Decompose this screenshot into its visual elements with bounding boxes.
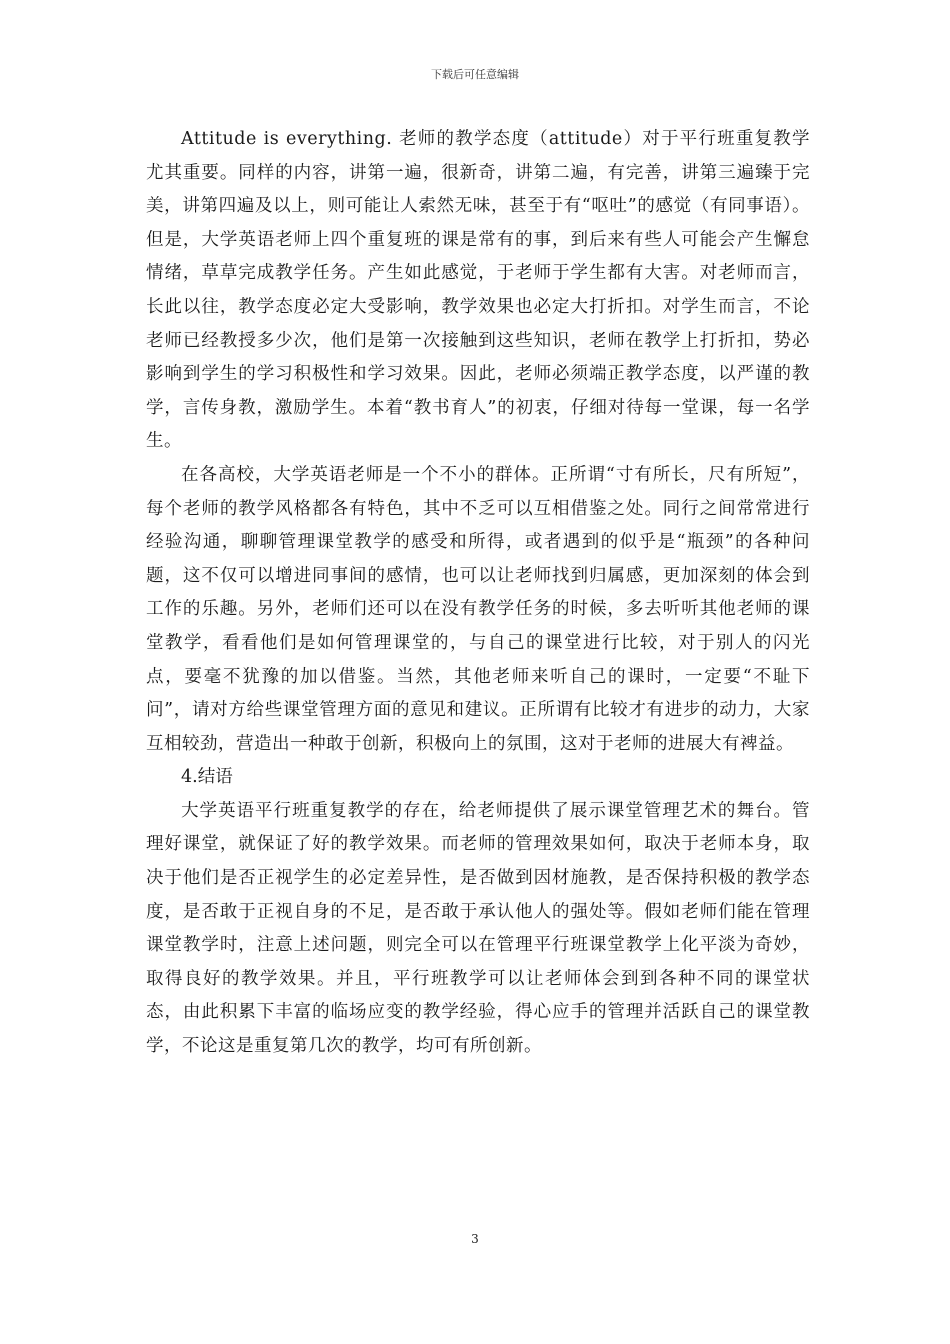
page-header: 下载后可任意编辑	[431, 68, 519, 81]
section-heading-conclusion: 4.结语	[181, 767, 233, 788]
document-body	[146, 123, 810, 1064]
paragraph-conclusion: 大学英语平行班重复教学的存在，给老师提供了展示课堂管理艺术的舞台。管理好课堂，就保证了好的教学效果。而老师的管理效果如何，取决于老师本身，取决于他们是否正视学生的必定差异性，是否做到因材施教，是否保持积极的教学态度，是否敢于正视自身的不足，是否敢于承认他人的强处等。假如老师们能在管理课堂教学时，注意上述问题，则完全可以在管理平行班课堂教学上化平淡为奇妙，取得良好的教学效果。并且，平行班教学可以让老师体会到到各种不同的课堂状态，由此积累下丰富的临场应变的教学经验，得心应手的管理并活跃自己的课堂教学，不论这是重复第几次的教学，均可有所创新。	[146, 800, 810, 1057]
paragraph-peer-learning: 在各高校，大学英语老师是一个不小的群体。正所谓“寸有所长，尺有所短”，每个老师的教学风格都各有特色，其中不乏可以互相借鉴之处。同行之间常常进行经验沟通，聊聊管理课堂教学的感受和所得，或者遇到的似乎是“瓶颈”的各种问题，这不仅可以增进同事间的感情，也可以让老师找到归属感，更加深刻的体会到工作的乐趣。另外，老师们还可以在没有教学任务的时候，多去听听其他老师的课堂教学，看看他们是如何管理课堂的，与自己的课堂进行比较，对于别人的闪光点，要毫不犹豫的加以借鉴。当然，其他老师来听自己的课时，一定要“不耻下问”，请对方给些课堂管理方面的意见和建议。正所谓有比较才有进步的动力，大家互相较劲，营造出一种敢于创新，积极向上的氛围，这对于老师的进展大有裨益。	[146, 464, 810, 754]
page-number: 3	[471, 1232, 479, 1246]
paragraph-attitude: Attitude is everything. 老师的教学态度（attitude）对于平行班重复教学尤其重要。同样的内容，讲第一遍，很新奇，讲第二遍，有完善，讲第三遍臻于完美，讲第四遍及以上，则可能让人索然无味，甚至于有“呕吐”的感觉（有同事语）。但是，大学英语老师上四个重复班的课是常有的事，到后来有些人可能会产生懈怠情绪，草草完成教学任务。产生如此感觉，于老师于学生都有大害。对老师而言，长此以往，教学态度必定大受影响，教学效果也必定大打折扣。对学生而言，不论老师已经教授多少次，他们是第一次接触到这些知识，老师在教学上打折扣，势必影响到学生的学习积极性和学习效果。因此，老师必须端正教学态度，以严谨的教学，言传身教，激励学生。本着“教书育人”的初衷，仔细对待每一堂课，每一名学生。	[146, 129, 810, 452]
